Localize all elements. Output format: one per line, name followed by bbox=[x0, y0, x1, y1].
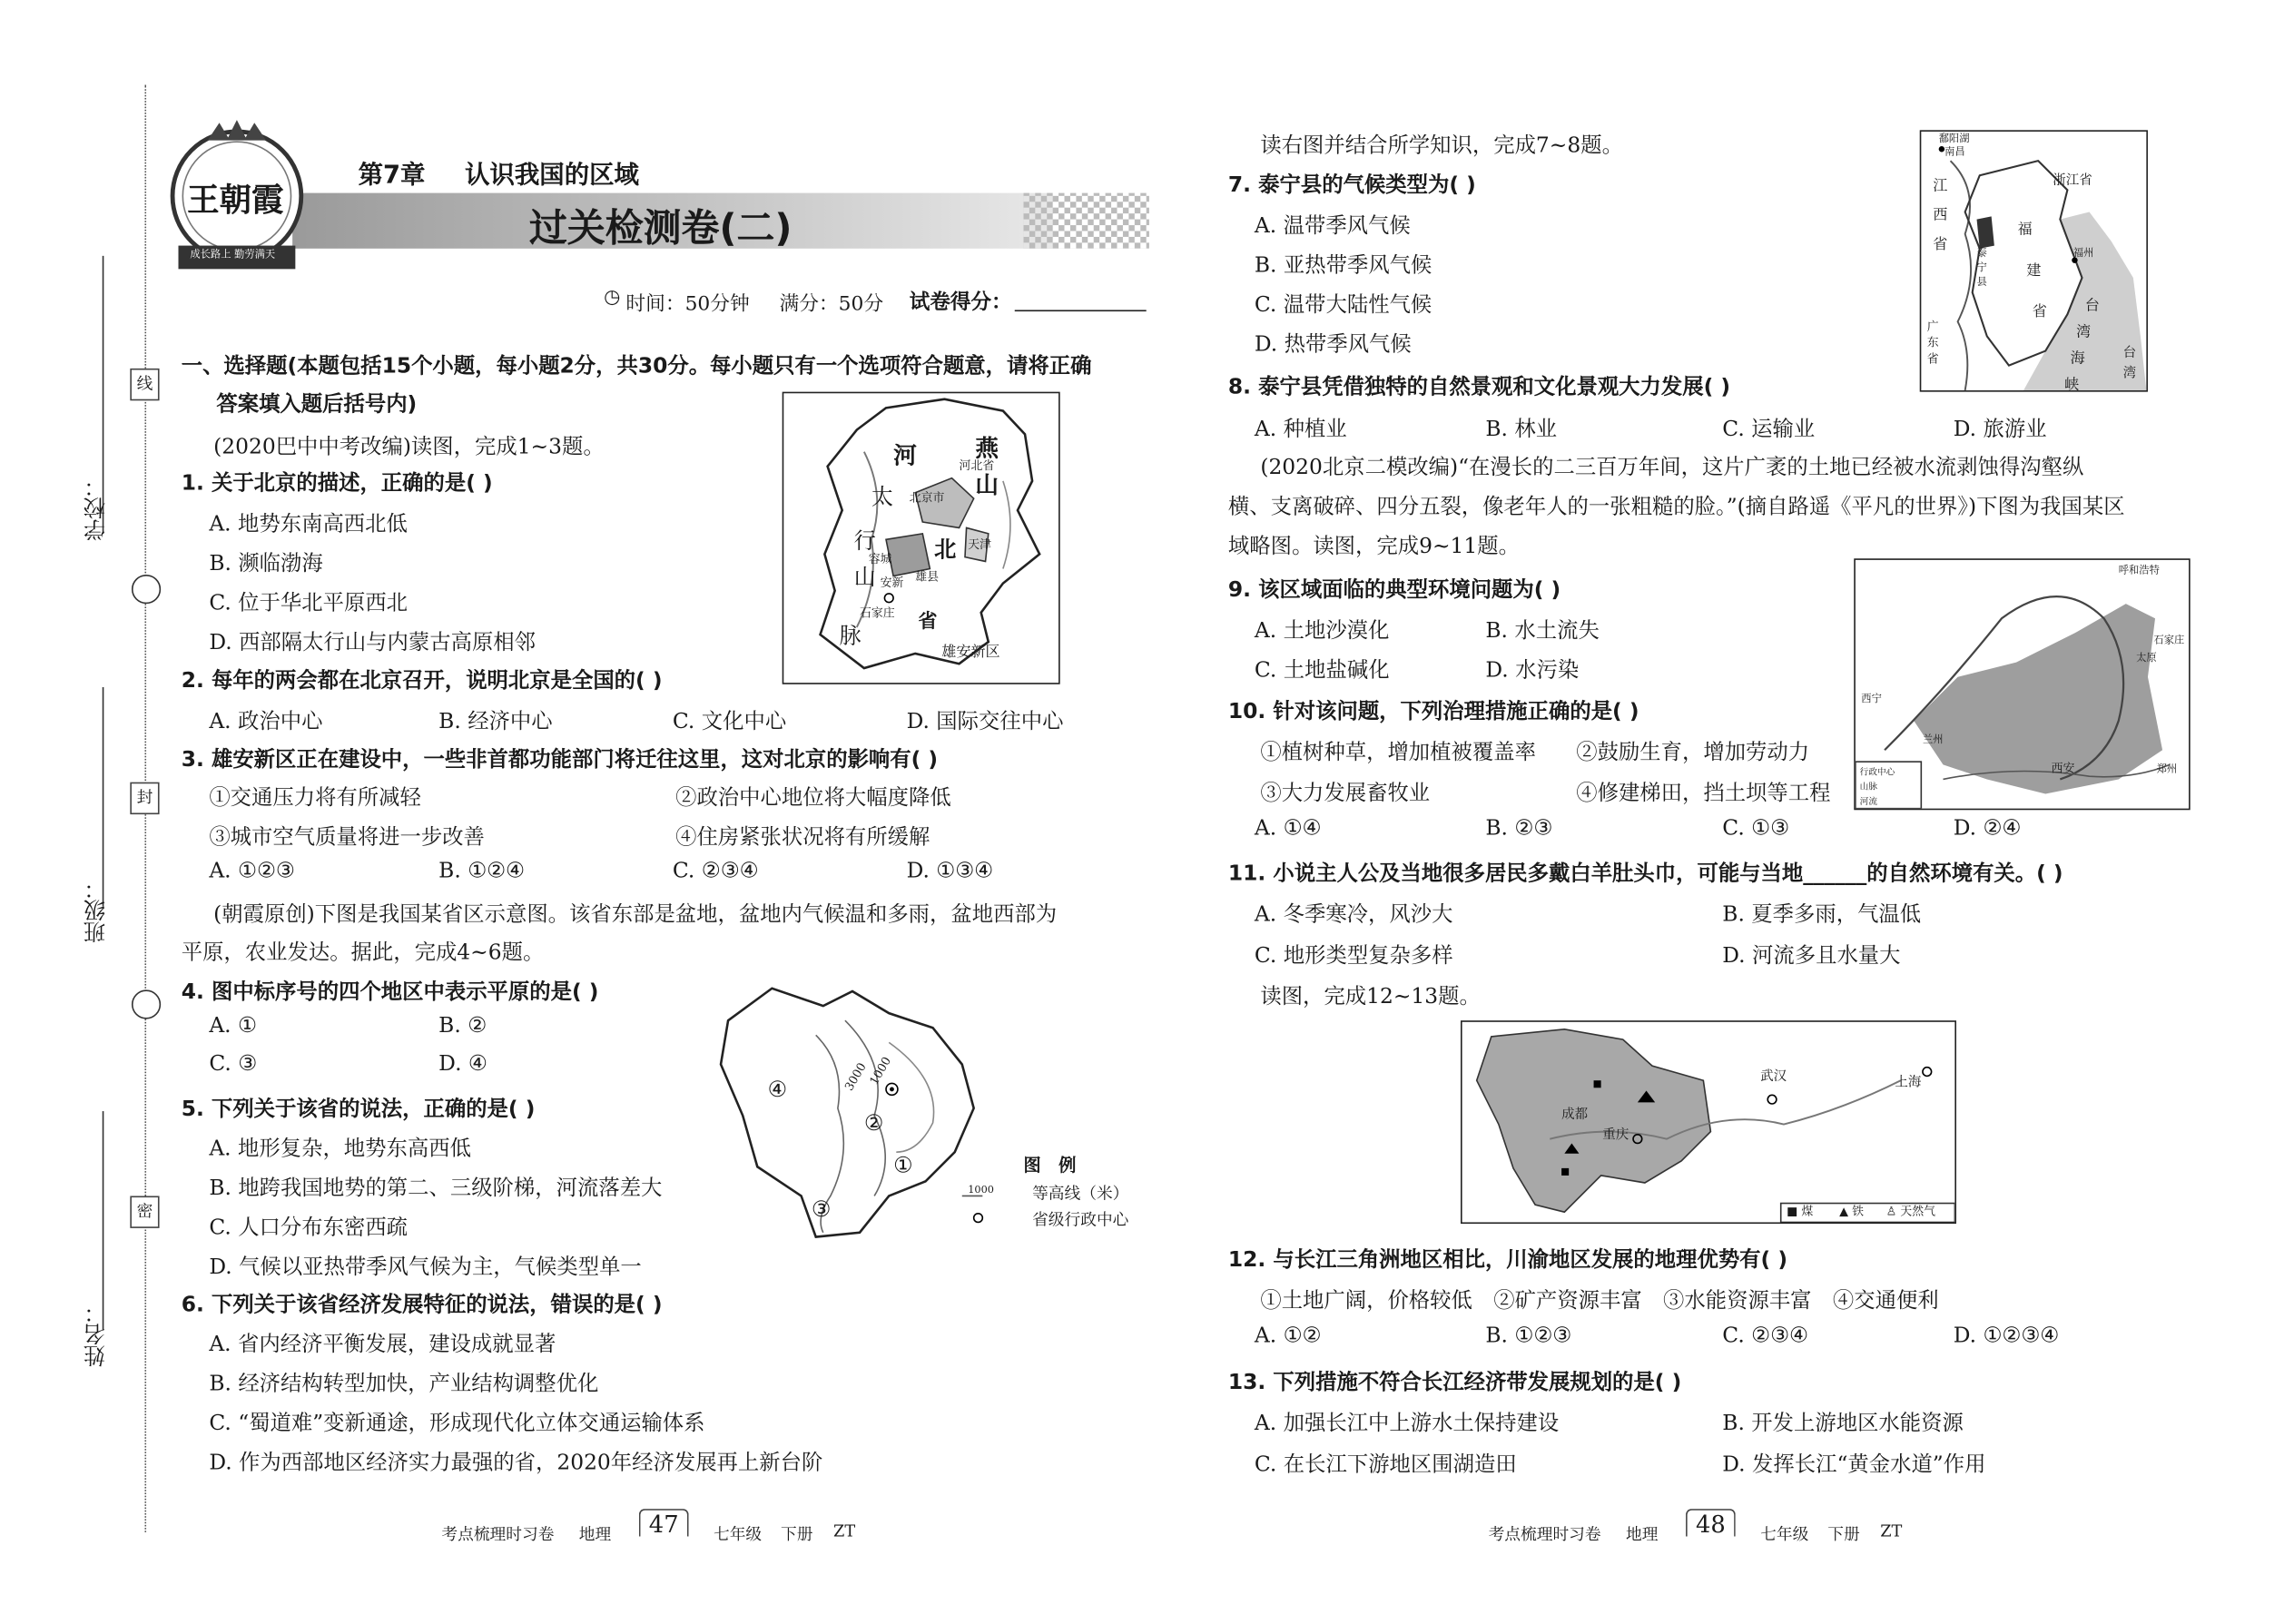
question-9: 9. 该区域面临的典型环境问题为( ) bbox=[1227, 578, 1561, 603]
map-fujian bbox=[1920, 130, 2148, 391]
map1-label: 山 bbox=[975, 470, 999, 499]
question-11: 11. 小说主人公及当地很多居民多戴白羊肚头巾，可能与当地______的自然环境有关。( ) bbox=[1227, 862, 2063, 887]
map2-legend-title: 图 例 bbox=[1023, 1155, 1077, 1176]
logo-text: 王朝霞 bbox=[187, 181, 284, 220]
map3-label: 省 bbox=[1933, 236, 1948, 253]
map3-label: 广东省 bbox=[1926, 320, 1939, 366]
map4-label: 西宁 bbox=[1861, 693, 1882, 705]
q1-option-d[interactable]: D. 西部隔太行山与内蒙古高原相邻 bbox=[209, 631, 537, 655]
q9-option-b[interactable]: B. 水土流失 bbox=[1485, 619, 1600, 644]
q3-option-d[interactable]: D. ①③④ bbox=[906, 860, 994, 883]
q5-option-d[interactable]: D. 气候以亚热带季风气候为主，气候类型单一 bbox=[209, 1255, 642, 1280]
q3-option-a[interactable]: A. ①②③ bbox=[209, 860, 295, 883]
q1-option-c[interactable]: C. 位于华北平原西北 bbox=[209, 592, 409, 616]
q2-option-b[interactable]: B. 经济中心 bbox=[438, 710, 553, 734]
map2-marker-3: ③ bbox=[811, 1196, 832, 1223]
q5-option-b[interactable]: B. 地跨我国地势的第二、三级阶梯，河流落差大 bbox=[209, 1176, 663, 1201]
map2-marker-4: ④ bbox=[767, 1076, 788, 1103]
binding-hole bbox=[132, 575, 161, 604]
q10-option-d[interactable]: D. ②④ bbox=[1953, 817, 2022, 842]
footer-edition: ZT bbox=[833, 1521, 856, 1541]
school-label: 学校： bbox=[82, 475, 109, 541]
map1-label: 行 bbox=[853, 527, 876, 555]
q6-option-c[interactable]: C. “蜀道难”变新通途，形成现代化立体交通运输体系 bbox=[209, 1412, 705, 1436]
map3-label: 福州 bbox=[2072, 247, 2094, 260]
question-5: 5. 下列关于该省的说法，正确的是( ) bbox=[181, 1097, 536, 1122]
page-title: 过关检测卷(二) bbox=[529, 207, 793, 252]
map3-label: 台 bbox=[2084, 298, 2100, 315]
question-10: 10. 针对该问题，下列治理措施正确的是( ) bbox=[1227, 700, 1639, 724]
map1-label: 脉 bbox=[839, 623, 861, 650]
name-label: 姓名： bbox=[82, 1301, 109, 1367]
exam-time: 时间：50分钟 bbox=[625, 292, 750, 316]
map-yangtze-outline bbox=[1462, 1022, 1955, 1223]
map4-label: 呼和浩特 bbox=[2118, 564, 2160, 576]
q9-option-a[interactable]: A. 土地沙漠化 bbox=[1254, 619, 1390, 644]
q3-item-3: ③城市空气质量将进一步改善 bbox=[209, 825, 485, 850]
map3-label: 泰宁县 bbox=[1976, 247, 1987, 289]
q9-option-d[interactable]: D. 水污染 bbox=[1485, 659, 1580, 684]
map-loess-plateau bbox=[1854, 558, 2190, 810]
q12-option-d[interactable]: D. ①②③④ bbox=[1953, 1324, 2060, 1348]
intro-q1-3: (2020巴中中考改编)读图，完成1~3题。 bbox=[213, 435, 605, 459]
footer-subject: 地理 bbox=[578, 1524, 612, 1544]
chapter-number: 第7章 bbox=[358, 161, 426, 191]
footer-grade: 七年级 bbox=[1760, 1524, 1809, 1544]
map5-label: 成都 bbox=[1561, 1107, 1589, 1123]
q13-option-d[interactable]: D. 发挥长江“黄金水道”作用 bbox=[1722, 1452, 1986, 1477]
q4-option-c[interactable]: C. ③ bbox=[209, 1052, 258, 1077]
map4-label: 兰州 bbox=[1922, 733, 1944, 746]
q1-option-b[interactable]: B. 濒临渤海 bbox=[209, 552, 323, 576]
q7-option-a[interactable]: A. 温带季风气候 bbox=[1254, 214, 1411, 239]
score-label: 试卷得分： bbox=[909, 290, 1012, 315]
map-hebei bbox=[783, 392, 1060, 684]
score-field[interactable] bbox=[1015, 310, 1147, 311]
section-heading-cont: 答案填入题后括号内) bbox=[216, 393, 418, 418]
question-4: 4. 图中标序号的四个地区中表示平原的是( ) bbox=[181, 980, 599, 1005]
q1-option-a[interactable]: A. 地势东南高西北低 bbox=[209, 513, 408, 537]
map2-legend-capital: 省级行政中心 bbox=[1032, 1210, 1129, 1230]
map1-label: 省 bbox=[918, 611, 938, 634]
q5-option-c[interactable]: C. 人口分布东密西疏 bbox=[209, 1216, 409, 1240]
map5-legend-iron: ▲ 铁 bbox=[1839, 1205, 1865, 1218]
section-heading: 一、选择题(本题包括15个小题，每小题2分，共30分。每小题只有一个选项符合题意，请将正确 bbox=[181, 355, 1092, 379]
q3-option-c[interactable]: C. ②③④ bbox=[672, 860, 759, 883]
intro-q7-8: 读右图并结合所学知识，完成7~8题。 bbox=[1260, 134, 1623, 158]
map4-legend: 行政中心 bbox=[1859, 767, 1895, 778]
q5-option-a[interactable]: A. 地形复杂，地势东高西低 bbox=[209, 1137, 471, 1161]
q6-option-b[interactable]: B. 经济结构转型加快，产业结构调整优化 bbox=[209, 1373, 599, 1397]
q7-option-b[interactable]: B. 亚热带季风气候 bbox=[1254, 254, 1433, 279]
map4-legend: 河流 bbox=[1859, 796, 1878, 808]
map5-legend-coal: ■ 煤 bbox=[1787, 1205, 1814, 1218]
name-underline bbox=[103, 1111, 104, 1331]
map3-label: 湾 bbox=[2076, 324, 2092, 341]
map-loess-outline bbox=[1856, 560, 2189, 809]
map1-label: 河北省 bbox=[959, 458, 995, 473]
map3-label: 建 bbox=[2026, 262, 2042, 280]
intro-q4-6-cont: 平原，农业发达。据此，完成4~6题。 bbox=[181, 941, 545, 965]
q8-option-a[interactable]: A. 种植业 bbox=[1254, 418, 1347, 442]
map5-legend-gas: ♙ 天然气 bbox=[1885, 1205, 1935, 1218]
map2-contour-label: 3000 bbox=[842, 1060, 869, 1094]
q10-option-a[interactable]: A. ①④ bbox=[1254, 817, 1322, 842]
footer-grade: 七年级 bbox=[713, 1524, 763, 1544]
q8-option-d[interactable]: D. 旅游业 bbox=[1953, 418, 2047, 442]
q11-option-a[interactable]: A. 冬季寒冷，风沙大 bbox=[1254, 903, 1453, 928]
question-6: 6. 下列关于该省经济发展特征的说法，错误的是( ) bbox=[181, 1294, 663, 1318]
question-13: 13. 下列措施不符合长江经济带发展规划的是( ) bbox=[1227, 1371, 1682, 1395]
intro-q4-6: (朝霞原创)下图是我国某省区示意图。该省东部是盆地，盆地内气候温和多雨，盆地西部为 bbox=[213, 903, 1058, 928]
q13-option-a[interactable]: A. 加强长江中上游水土保持建设 bbox=[1254, 1412, 1560, 1436]
footer-subject: 地理 bbox=[1625, 1524, 1659, 1544]
question-3: 3. 雄安新区正在建设中，一些非首都功能部门将迁往这里，这对北京的影响有( ) bbox=[181, 748, 939, 773]
map1-label: 北 bbox=[934, 536, 957, 564]
q7-option-d[interactable]: D. 热带季风气候 bbox=[1254, 333, 1412, 357]
map3-label: 鄱阳湖 bbox=[1938, 133, 1970, 145]
map1-label: 雄安新区 bbox=[941, 645, 1000, 661]
page-number: 48 bbox=[1686, 1509, 1736, 1537]
q7-option-c[interactable]: C. 温带大陆性气候 bbox=[1254, 293, 1433, 318]
q10-item-3: ③大力发展畜牧业 bbox=[1260, 782, 1431, 806]
map1-label: 北京市 bbox=[909, 491, 945, 505]
question-12: 12. 与长江三角洲地区相比，川渝地区发展的地理优势有( ) bbox=[1227, 1248, 1788, 1273]
q3-item-1: ①交通压力将有所减轻 bbox=[209, 786, 421, 811]
chapter-title: 认识我国的区域 bbox=[465, 161, 639, 191]
map3-label: 海 bbox=[2070, 350, 2085, 368]
map4-legend: 山脉 bbox=[1859, 782, 1878, 792]
map4-label: 石家庄 bbox=[2153, 635, 2185, 646]
page-number: 47 bbox=[639, 1509, 689, 1537]
binding-hole bbox=[132, 989, 161, 1019]
map-sichuan bbox=[714, 977, 1152, 1240]
question-8: 8. 泰宁县凭借独特的自然景观和文化景观大力发展( ) bbox=[1227, 375, 1731, 399]
footer-book: 考点梳理时习卷 bbox=[441, 1524, 555, 1544]
q10-item-2: ②鼓励生育，增加劳动力 bbox=[1576, 741, 1810, 765]
footer-volume: 下册 bbox=[1827, 1524, 1860, 1544]
map-hebei-outline bbox=[783, 393, 1058, 683]
map2-contour-label: 1000 bbox=[867, 1054, 894, 1088]
q3-item-2: ②政治中心地位将大幅度降低 bbox=[675, 786, 951, 811]
binding-mark: 线 bbox=[130, 369, 159, 400]
q8-option-b[interactable]: B. 林业 bbox=[1485, 418, 1558, 442]
map5-label: 重庆 bbox=[1602, 1128, 1629, 1144]
map2-legend-contour-value: 1000 bbox=[968, 1184, 994, 1196]
full-score: 满分：50分 bbox=[779, 292, 884, 316]
q4-option-d[interactable]: D. ④ bbox=[438, 1052, 487, 1077]
map3-label: 南昌 bbox=[1944, 146, 1965, 158]
q2-option-c[interactable]: C. 文化中心 bbox=[672, 710, 787, 734]
map3-label: 福 bbox=[2017, 221, 2033, 239]
q10-item-4: ④修建梯田，挡土坝等工程 bbox=[1576, 782, 1831, 806]
q2-option-a[interactable]: A. 政治中心 bbox=[209, 710, 323, 734]
map1-label: 山 bbox=[853, 564, 876, 591]
map5-label: 武汉 bbox=[1760, 1069, 1787, 1086]
binding-mark: 封 bbox=[130, 782, 159, 814]
clock-icon: ◷ bbox=[604, 286, 621, 309]
q11-option-c[interactable]: C. 地形类型复杂多样 bbox=[1254, 944, 1453, 969]
map1-label: 雄县 bbox=[915, 570, 940, 584]
q11-option-b[interactable]: B. 夏季多雨，气温低 bbox=[1722, 903, 1922, 928]
intro-q9-11-cont: 横、支离破碎、四分五裂，像老年人的一张粗糙的脸。”(摘自路遥《平凡的世界》)下图为我国某区 bbox=[1227, 495, 2125, 519]
map3-label: 省 bbox=[2032, 304, 2047, 320]
map5-label: 上海 bbox=[1895, 1076, 1922, 1091]
q3-item-4: ④住房紧张状况将有所缓解 bbox=[675, 825, 930, 850]
q6-option-d[interactable]: D. 作为西部地区经济实力最强的省，2020年经济发展再上新台阶 bbox=[209, 1452, 823, 1476]
map3-label: 峡 bbox=[2064, 377, 2080, 392]
map-yangtze bbox=[1461, 1020, 1956, 1224]
map3-label: 台 bbox=[2122, 346, 2137, 361]
question-2: 2. 每年的两会都在北京召开，说明北京是全国的( ) bbox=[181, 669, 663, 694]
map2-marker-2: ② bbox=[863, 1109, 884, 1137]
map1-label: 石家庄 bbox=[860, 606, 895, 620]
footer-edition: ZT bbox=[1880, 1521, 1903, 1541]
map1-label: 太 bbox=[871, 484, 894, 511]
intro-q9-11-cont2: 域略图。读图，完成9~11题。 bbox=[1227, 535, 1520, 559]
map4-label: 太原 bbox=[2136, 652, 2157, 664]
q2-option-d[interactable]: D. 国际交往中心 bbox=[906, 710, 1064, 734]
q12-option-c[interactable]: C. ②③④ bbox=[1722, 1324, 1808, 1348]
q9-option-c[interactable]: C. 土地盐碱化 bbox=[1254, 659, 1390, 684]
q4-option-a[interactable]: A. ① bbox=[209, 1014, 257, 1038]
q13-option-b[interactable]: B. 开发上游地区水能资源 bbox=[1722, 1412, 1964, 1436]
q12-items: ①土地广阔，价格较低 ②矿产资源丰富 ③水能资源丰富 ④交通便利 bbox=[1260, 1289, 1939, 1314]
q10-option-b[interactable]: B. ②③ bbox=[1485, 817, 1553, 842]
map1-label: 河 bbox=[893, 441, 917, 470]
map2-marker-1: ① bbox=[893, 1152, 913, 1179]
q12-option-b[interactable]: B. ①②③ bbox=[1485, 1324, 1572, 1348]
logo-subtitle: 成长路上 勤劳满天 bbox=[190, 248, 276, 261]
map3-label: 浙江省 bbox=[2053, 173, 2092, 189]
q3-option-b[interactable]: B. ①②④ bbox=[438, 860, 526, 883]
footer-book: 考点梳理时习卷 bbox=[1488, 1524, 1601, 1544]
map3-label: 西 bbox=[1933, 207, 1948, 224]
map1-label: 燕 bbox=[975, 434, 999, 462]
map2-legend-contour: 等高线（米） bbox=[1032, 1184, 1129, 1204]
class-underline bbox=[103, 687, 104, 907]
q6-option-a[interactable]: A. 省内经济平衡发展，建设成就显著 bbox=[209, 1333, 556, 1357]
q12-option-a[interactable]: A. ①② bbox=[1254, 1324, 1322, 1348]
map4-label: 郑州 bbox=[2156, 763, 2178, 775]
intro-q9-11: (2020北京二模改编)“在漫长的二三百万年间，这片广袤的土地已经被水流剥蚀得沟壑纵 bbox=[1260, 456, 2084, 480]
map1-label: 天津 bbox=[968, 537, 991, 552]
question-1: 1. 关于北京的描述，正确的是( ) bbox=[181, 472, 493, 496]
map4-label: 西安 bbox=[2051, 762, 2075, 775]
class-label: 班级： bbox=[82, 877, 109, 943]
question-7: 7. 泰宁县的气候类型为( ) bbox=[1227, 173, 1476, 198]
map3-label: 湾 bbox=[2122, 367, 2137, 382]
binding-mark: 密 bbox=[130, 1196, 159, 1227]
q4-option-b[interactable]: B. ② bbox=[438, 1014, 487, 1038]
map1-label: 安新 bbox=[880, 576, 904, 590]
q10-option-c[interactable]: C. ①③ bbox=[1722, 817, 1790, 842]
map3-label: 江 bbox=[1933, 178, 1948, 195]
map1-label: 容城 bbox=[868, 552, 892, 566]
q11-option-d[interactable]: D. 河流多且水量大 bbox=[1722, 944, 1901, 969]
q13-option-c[interactable]: C. 在长江下游地区围湖造田 bbox=[1254, 1452, 1517, 1477]
q10-item-1: ①植树种草，增加植被覆盖率 bbox=[1260, 741, 1536, 765]
intro-q12-13: 读图，完成12~13题。 bbox=[1260, 985, 1481, 1009]
q8-option-c[interactable]: C. 运输业 bbox=[1722, 418, 1816, 442]
footer-volume: 下册 bbox=[781, 1524, 813, 1544]
